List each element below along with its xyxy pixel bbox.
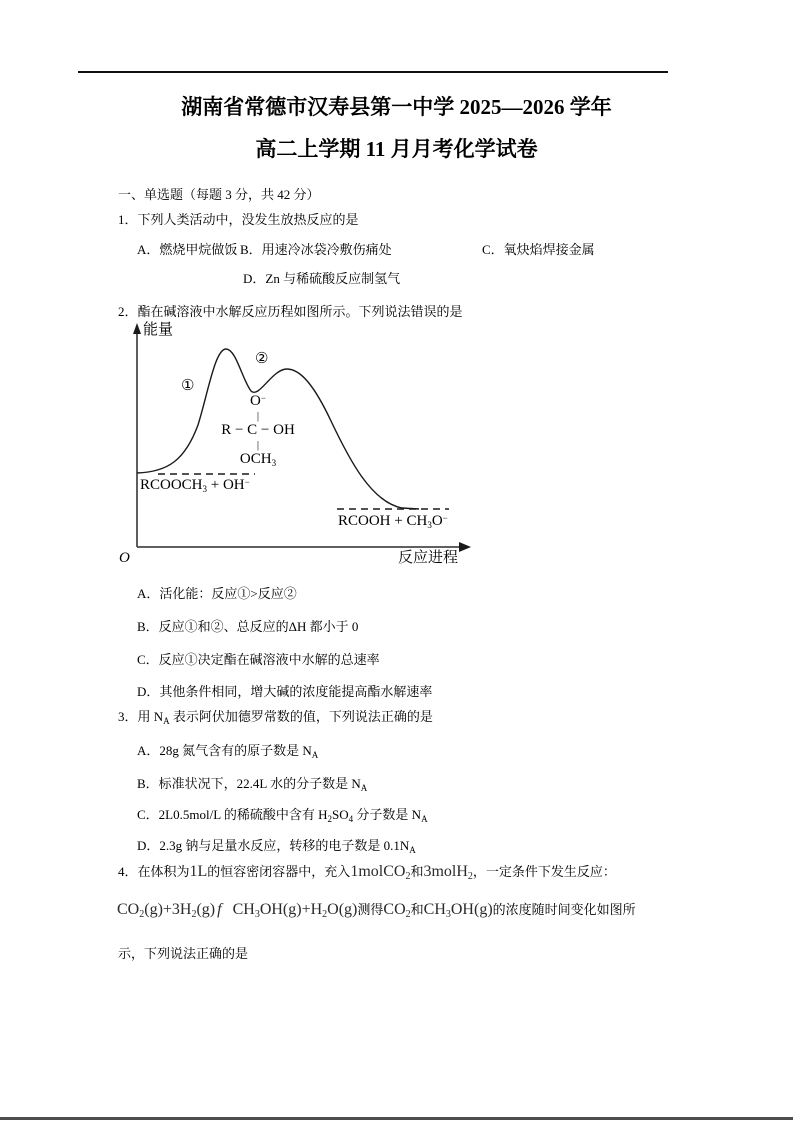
q4-text-after-eq3: 的浓度随时间变化如图所 — [492, 902, 636, 917]
question-2-option-a: A．活化能：反应①>反应② — [137, 586, 297, 601]
q4-amount-h2: 3molH$_2$ — [423, 863, 473, 882]
q4-text-mid1: 的恒容密闭容器中，充入 — [207, 864, 351, 879]
bond-top: | — [256, 409, 260, 422]
q4-text-mid2: 和 — [410, 864, 424, 879]
question-1-option-b: B．用速冷冰袋冷敷伤痛处 — [240, 242, 392, 257]
equation-right-side: $CH_3OH(g)+H_2O(g)$ — [232, 901, 358, 920]
bond-bottom: | — [256, 438, 260, 451]
question-2-stem: 2．酯在碱溶液中水解反应历程如图所示。下列说法错误的是 — [118, 304, 463, 319]
question-1-option-c: C．氧炔焰焊接金属 — [482, 242, 595, 257]
question-1-option-d: D．Zn 与稀硫酸反应制氢气 — [243, 271, 401, 286]
x-axis-arrow-icon — [459, 542, 471, 552]
q4-text-after-eq1: 测得 — [357, 902, 384, 917]
intermediate-rcoh: R − C − OH — [221, 422, 295, 438]
question-2-option-d: D．其他条件相同，增大碱的浓度能提高酯水解速率 — [137, 684, 433, 699]
product-level-label: RCOOH + $CH_3O^-$ — [338, 513, 448, 530]
q4-text-prefix: 4．在体积为 — [118, 864, 190, 879]
equilibrium-symbol: f — [217, 901, 222, 918]
q4-text-tail: ，一定条件下发生反应： — [472, 864, 616, 879]
energy-diagram — [118, 321, 488, 579]
question-2-option-b: B．反应①和②、总反应的ΔH 都小于 0 — [137, 619, 359, 634]
question-4-stem-line1 — [118, 863, 616, 881]
q4-species-co2: $CO_2$ — [383, 901, 411, 920]
q4-species-ch3oh: $CH_3OH(g)$ — [423, 901, 493, 920]
question-4-equation-line — [117, 897, 636, 923]
intermediate-o-minus: O− — [250, 393, 266, 409]
step1-circle-label: ① — [181, 378, 195, 394]
question-3-option-a: A．28g 氮气含有的原子数是 $N_A$ — [137, 743, 319, 760]
bottom-rule — [0, 1117, 793, 1120]
exam-subtitle: 高二上学期 11 月月考化学试卷 — [255, 137, 538, 161]
top-rule — [78, 71, 668, 73]
origin-label: O — [119, 550, 130, 566]
question-2-option-c: C．反应①决定酯在碱溶液中水解的总速率 — [137, 652, 380, 667]
step2-circle-label: ② — [255, 351, 269, 367]
x-axis-label: 反应进程 — [398, 550, 459, 566]
q4-text-after-eq2: 和 — [410, 902, 424, 917]
question-1-stem: 1．下列人类活动中，没发生放热反应的是 — [118, 212, 359, 227]
y-axis-arrow-icon — [133, 323, 141, 334]
question-3-option-d: D．2.3g 钠与足量水反应，转移的电子数是 $0.1N_A$ — [137, 838, 416, 855]
equation-left-side: $CO_2(g)+3H_2(g)$ — [117, 901, 216, 920]
reactant-level-label: $RCOOCH_3 + OH^-$ — [140, 477, 250, 494]
question-3-option-b: B．标准状况下，22.4L 水的分子数是 $N_A$ — [137, 776, 368, 793]
question-3-option-c: C．2L0.5mol/L 的稀硫酸中含有 $H_2SO_4$ 分子数是 $N_A$ — [137, 807, 428, 824]
section-heading: 一、单选题（每题 3 分，共 42 分） — [118, 187, 320, 202]
question-1-option-a: A．燃烧甲烷做饭 — [137, 242, 238, 257]
intermediate-och3: $OCH_3$ — [239, 451, 277, 468]
q4-volume-value: 1L — [189, 863, 208, 880]
question-4-stem-line3: 示，下列说法正确的是 — [118, 946, 249, 961]
q4-amount-co2: 1molCO$_2$ — [350, 863, 411, 882]
y-axis-label: 能量 — [143, 322, 174, 338]
exam-title: 湖南省常德市汉寿县第一中学 2025—2026 学年 — [181, 95, 612, 119]
question-3-stem: 3．用 $N_A$ 表示阿伏加德罗常数的值，下列说法正确的是 — [118, 709, 433, 726]
intermediate-structure — [210, 394, 306, 467]
